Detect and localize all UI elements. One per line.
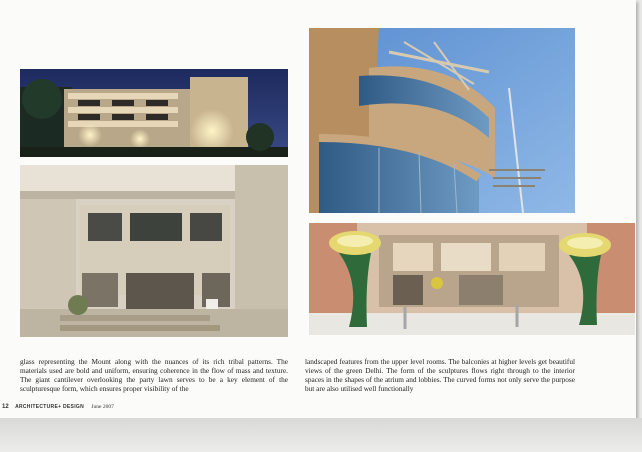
page-number: 12 (2, 404, 9, 410)
issue-date: June 2007 (91, 404, 114, 410)
photo-curved-glass (309, 28, 575, 213)
magazine-name: ARCHITECTURE+ DESIGN (15, 404, 84, 410)
photo-entrance-court (20, 165, 288, 337)
photo-lobby-entrance (309, 223, 635, 335)
page-edge-shadow (0, 418, 642, 452)
left-column-text: glass representing the Mount along with the nuances of its rich tribal patterns. The materials used are bold and uniform, ensuring coherence in the flow of mass and texture. The giant cantilever overlooking the party lawn serves to be a key element of the sculpturesque form, which ensures proper visibility of the (20, 357, 288, 393)
page-footer (2, 404, 114, 410)
photo-night-facade (20, 69, 288, 157)
right-column-text: landscaped features from the upper level rooms. The balconies at higher levels get beautiful views of the green Delhi. The form of the sculptures flows right through to the interior spaces in the shapes of the atrium and lobbies. The curved forms not only serve the purpose but are also utilised well functionally (305, 357, 575, 393)
